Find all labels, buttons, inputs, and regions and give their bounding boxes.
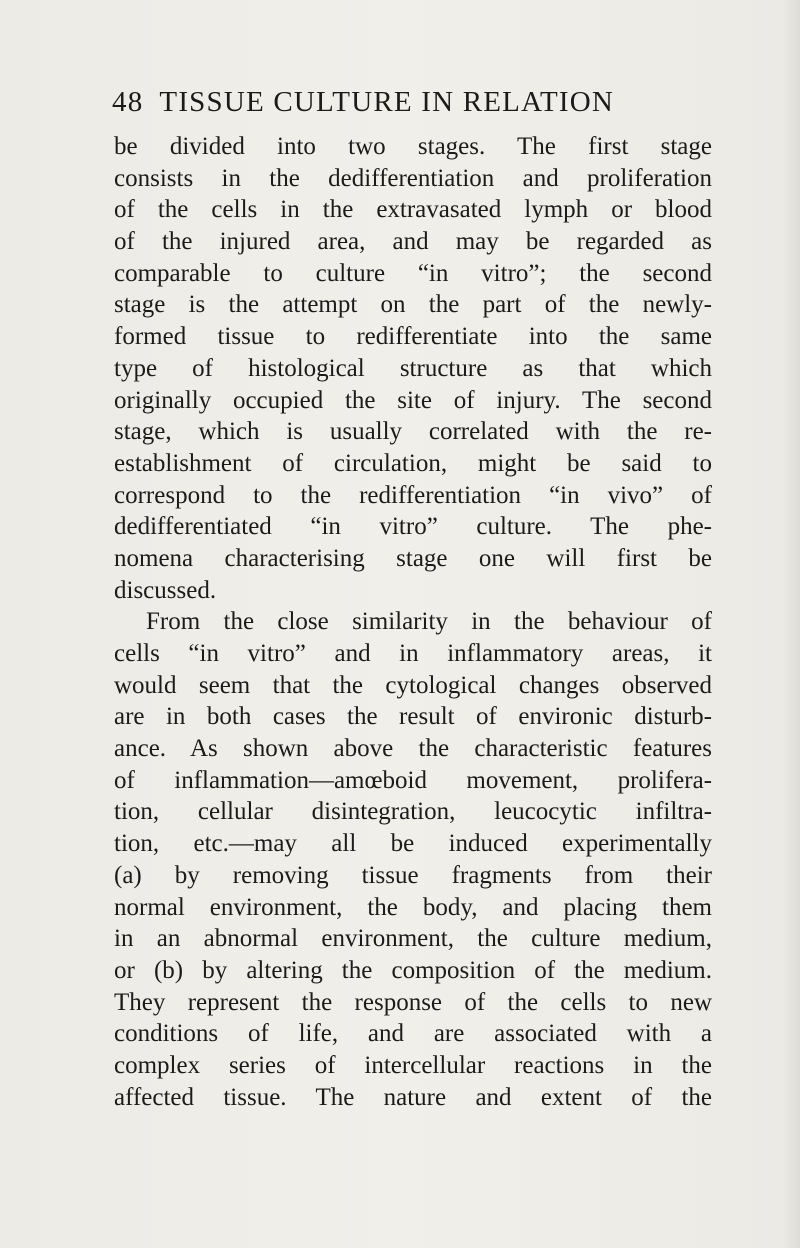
text-line: establishment of circulation, might be said to bbox=[114, 449, 712, 477]
running-head-title: TISSUE CULTURE IN RELATION bbox=[159, 86, 615, 118]
text-line: They represent the response of the cells to new bbox=[114, 988, 712, 1016]
text-line: of the cells in the extravasated lymph or blood bbox=[114, 196, 712, 224]
text-line: cells “in vitro” and in inflammatory areas, it bbox=[114, 640, 712, 667]
text-line: stage, which is usually correlated with the re- bbox=[114, 418, 712, 446]
text-line: originally occupied the site of injury. The second bbox=[114, 386, 712, 414]
text-line: or (b) by altering the composition of the medium. bbox=[114, 956, 712, 984]
text-line: dedifferentiated “in vitro” culture. The phe- bbox=[114, 513, 712, 541]
body-text bbox=[114, 131, 712, 1113]
text-line: ance. As shown above the characteristic features bbox=[114, 735, 712, 763]
text-line: be divided into two stages. The first stage bbox=[114, 133, 712, 160]
paragraph-start-line: From the close similarity in the behaviour of bbox=[146, 608, 712, 636]
text-line: nomena characterising stage one will first be bbox=[114, 544, 712, 572]
text-line: complex series of intercellular reactions in the bbox=[114, 1051, 712, 1079]
text-line: comparable to culture “in vitro”; the second bbox=[114, 259, 712, 287]
text-line: formed tissue to redifferentiate into the same bbox=[114, 323, 712, 351]
text-line: would seem that the cytological changes observed bbox=[114, 671, 712, 699]
page-number: 48 bbox=[112, 86, 144, 118]
text-line: of the injured area, and may be regarded as bbox=[114, 228, 712, 256]
text-line: of inflammation—amœboid movement, prolifera- bbox=[114, 766, 712, 794]
text-line: tion, cellular disintegration, leucocytic infiltra- bbox=[114, 798, 712, 826]
text-line: tion, etc.—may all be induced experimentally bbox=[114, 830, 712, 858]
text-line: correspond to the redifferentiation “in vivo” of bbox=[114, 481, 712, 509]
text-line: type of histological structure as that which bbox=[114, 354, 712, 382]
paragraph-end-line: discussed. bbox=[114, 576, 217, 604]
text-line: normal environment, the body, and placing them bbox=[114, 893, 712, 921]
text-line: consists in the dedifferentiation and proliferation bbox=[114, 164, 712, 192]
text-line: in an abnormal environment, the culture medium, bbox=[114, 925, 712, 953]
running-header bbox=[112, 86, 712, 126]
text-line: conditions of life, and are associated with a bbox=[114, 1020, 712, 1048]
text-line: stage is the attempt on the part of the newly- bbox=[114, 291, 712, 319]
text-line: (a) by removing tissue fragments from their bbox=[114, 861, 712, 889]
text-line: are in both cases the result of environic disturb- bbox=[114, 703, 712, 731]
page-edge-shadow bbox=[782, 0, 800, 1248]
text-line: affected tissue. The nature and extent of the bbox=[114, 1083, 712, 1111]
